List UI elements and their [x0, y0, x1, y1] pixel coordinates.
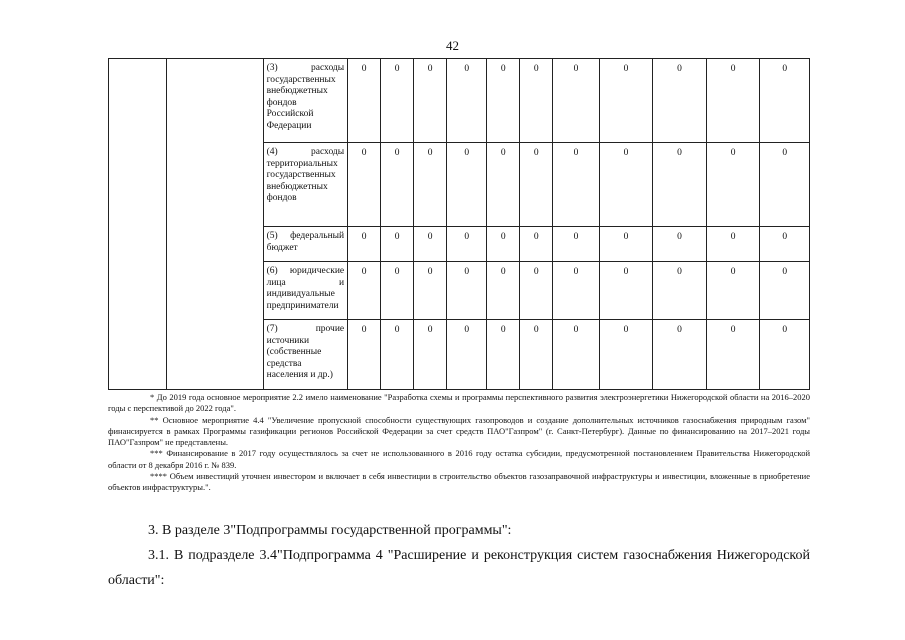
value-cell: 0 [381, 262, 414, 320]
paragraph-subsection-3-1: 3.1. В подразделе 3.4"Подпрограмма 4 "Расширение и реконструкция систем газоснабжения Нижегородской области": [108, 548, 810, 588]
row-label: (5) федеральный бюджет [263, 227, 348, 262]
footnote: ** Основное мероприятие 4.4 "Увеличение пропускной способности существующих газопроводов и создание дополнительных источников газоснабжения природным газом" финансируется в рамках Программы газификации регионов Российской Федерации за счет средств ПАО"Газпром" (г. Санкт-Петербург). Данные по финансированию на 2017–2021 годы ПАО"Газпром" не представлены. [108, 414, 810, 448]
value-cell: 0 [760, 320, 810, 390]
table-row [109, 59, 810, 143]
value-cell: 0 [447, 143, 487, 227]
row-label: (7) прочие источники (собственные средства населения и др.) [263, 320, 348, 390]
value-cell: 0 [599, 227, 653, 262]
value-cell: 0 [447, 59, 487, 143]
value-cell: 0 [599, 262, 653, 320]
value-cell: 0 [414, 262, 447, 320]
value-cell: 0 [520, 262, 553, 320]
value-cell: 0 [599, 143, 653, 227]
value-cell: 0 [520, 320, 553, 390]
value-cell: 0 [599, 320, 653, 390]
value-cell: 0 [414, 59, 447, 143]
value-cell: 0 [447, 227, 487, 262]
value-cell: 0 [760, 262, 810, 320]
value-cell: 0 [706, 59, 760, 143]
value-cell: 0 [653, 143, 707, 227]
value-cell: 0 [553, 262, 599, 320]
value-cell: 0 [414, 227, 447, 262]
value-cell: 0 [381, 143, 414, 227]
value-cell: 0 [599, 59, 653, 143]
value-cell: 0 [348, 143, 381, 227]
value-cell: 0 [414, 143, 447, 227]
value-cell: 0 [653, 59, 707, 143]
empty-cell [109, 59, 167, 390]
footnote: *** Финансирование в 2017 году осуществлялось за счет не использованного в 2016 году остатка субсидии, предусмотренной постановлением Правительства Нижегородской области от 8 декабря 2016 г. № 839. [108, 448, 810, 470]
value-cell: 0 [553, 143, 599, 227]
value-cell: 0 [487, 262, 520, 320]
value-cell: 0 [706, 262, 760, 320]
value-cell: 0 [520, 143, 553, 227]
value-cell: 0 [381, 320, 414, 390]
value-cell: 0 [487, 320, 520, 390]
value-cell: 0 [414, 320, 447, 390]
value-cell: 0 [760, 59, 810, 143]
value-cell: 0 [487, 59, 520, 143]
value-cell: 0 [653, 320, 707, 390]
value-cell: 0 [348, 227, 381, 262]
footnote: * До 2019 года основное мероприятие 2.2 имело наименование "Разработка схемы и программы перспективного развития электроэнергетики Нижегородской области на 2016–2020 годы с перспективой до 2022 года". [108, 392, 810, 414]
value-cell: 0 [348, 320, 381, 390]
value-cell: 0 [760, 143, 810, 227]
row-label: (4) расходы территориальных государственных внебюджетных фондов [263, 143, 348, 227]
value-cell: 0 [520, 59, 553, 143]
value-cell: 0 [520, 227, 553, 262]
value-cell: 0 [487, 227, 520, 262]
value-cell: 0 [706, 320, 760, 390]
value-cell: 0 [447, 320, 487, 390]
footnotes [108, 392, 810, 494]
value-cell: 0 [553, 59, 599, 143]
value-cell: 0 [381, 59, 414, 143]
value-cell: 0 [653, 227, 707, 262]
value-cell: 0 [381, 227, 414, 262]
empty-cell [166, 59, 263, 390]
value-cell: 0 [553, 227, 599, 262]
financing-table [108, 58, 810, 390]
footnote: **** Объем инвестиций уточнен инвестором и включает в себя инвестиции в строительство объектов газозаправочной инфраструктуры и инвестиции, вложенные в приобретение объектов инфраструктуры.". [108, 471, 810, 493]
row-label: (6) юридические лица и индивидуальные предприниматели [263, 262, 348, 320]
value-cell: 0 [348, 262, 381, 320]
value-cell: 0 [487, 143, 520, 227]
value-cell: 0 [653, 262, 707, 320]
value-cell: 0 [447, 262, 487, 320]
value-cell: 0 [348, 59, 381, 143]
value-cell: 0 [706, 227, 760, 262]
body-text [108, 518, 810, 593]
value-cell: 0 [706, 143, 760, 227]
page-number: 42 [446, 38, 459, 53]
value-cell: 0 [553, 320, 599, 390]
value-cell: 0 [760, 227, 810, 262]
row-label: (3) расходы государственных внебюджетных фондов Российской Федерации [263, 59, 348, 143]
paragraph-section-3: 3. В разделе 3"Подпрограммы государственной программы": [148, 523, 512, 538]
